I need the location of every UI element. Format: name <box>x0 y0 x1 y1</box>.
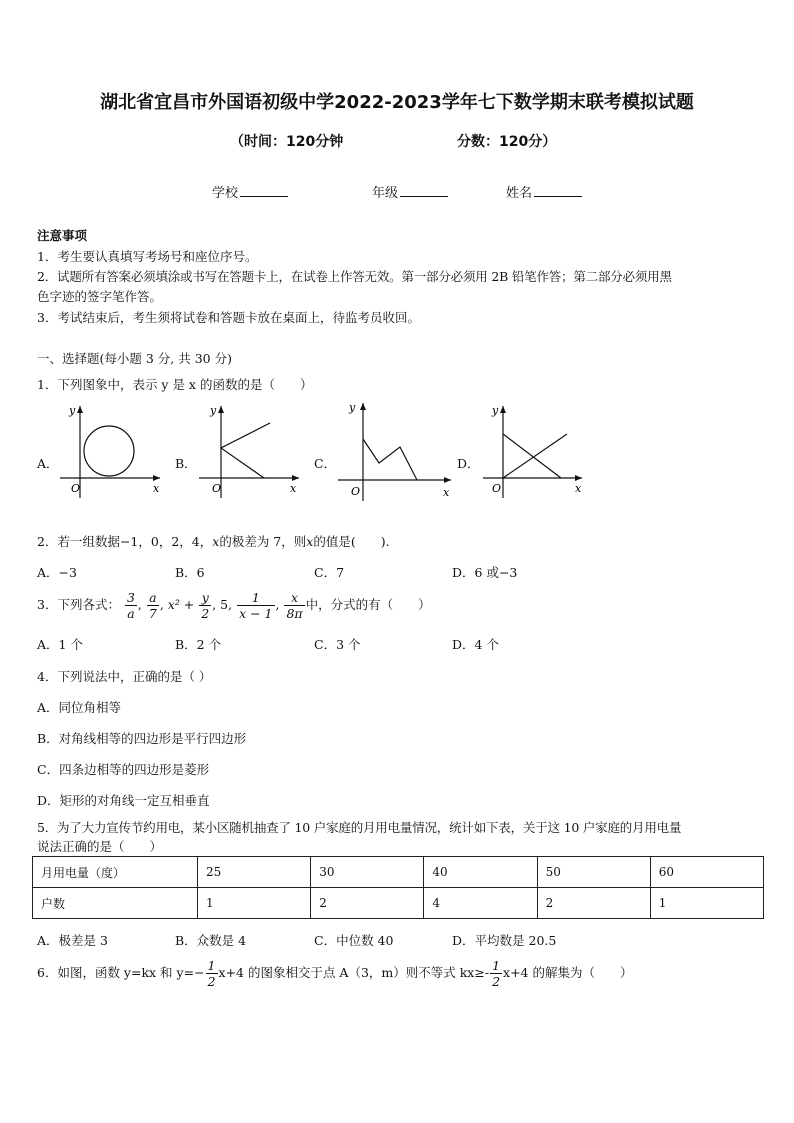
graph-d-crossing <box>478 400 593 500</box>
graph-a-x-label: x <box>153 482 160 495</box>
table-cell: 40 <box>424 857 537 888</box>
q3-option-a[interactable]: A．1 个 <box>37 637 83 652</box>
q4-option-b[interactable]: B．对角线相等的四边形是平行四边形 <box>37 731 247 746</box>
graph-a-origin: O <box>71 482 81 495</box>
q5-option-d[interactable]: D．平均数是 20.5 <box>452 933 557 948</box>
graph-b-x-label: x <box>290 482 297 495</box>
graph-d-y-label: y <box>492 404 499 417</box>
graph-d-origin: O <box>492 482 502 495</box>
q3-stem-pre: 3．下列各式： <box>37 597 120 612</box>
q3-fraction-a-over-7: $\frac{a}{7}$ <box>148 590 157 621</box>
exam-title: 湖北省宜昌市外国语初级中学2022-2023学年七下数学期末联考模拟试题 <box>100 92 694 113</box>
table-cell: 1 <box>650 888 763 919</box>
graph-c-origin: O <box>351 485 361 498</box>
q2-var-x: x <box>212 534 220 549</box>
note-1: 1．考生要认真填写考场号和座位序号。 <box>37 249 258 264</box>
table-cell: 60 <box>650 857 763 888</box>
q2-option-d[interactable]: D．6 或−3 <box>452 565 518 580</box>
q4-stem: 4．下列说法中，正确的是（ ） <box>37 669 212 684</box>
school-label: 学校 <box>212 186 239 201</box>
graph-c-zigzag <box>333 397 458 503</box>
note-2a: 2．试题所有答案必须填涂或书写在答题卡上，在试卷上作答无效。第一部分必须用 2B 铅笔作答；第二部分必须用黑 <box>37 269 672 284</box>
q6-stem <box>37 958 632 989</box>
school-blank[interactable] <box>240 184 288 197</box>
table-cell: 户数 <box>33 888 198 919</box>
table-cell: 月用电量（度） <box>33 857 198 888</box>
q2-stem <box>37 532 390 550</box>
q5-data-table <box>32 856 764 919</box>
table-cell: 2 <box>537 888 650 919</box>
q4-option-c[interactable]: C．四条边相等的四边形是菱形 <box>37 762 210 777</box>
table-row <box>33 857 764 888</box>
q2-stem-c: 的值是( ). <box>313 534 390 549</box>
q3-stem-post: 中，分式的有（ ） <box>305 597 431 612</box>
graph-b-origin: O <box>212 482 222 495</box>
graph-a-circle <box>55 400 170 500</box>
q2-stem-b: 的极差为 7，则 <box>219 534 307 549</box>
q4-option-a[interactable]: A．同位角相等 <box>37 700 122 715</box>
grade-label: 年级 <box>372 186 399 201</box>
q3-fraction-x-over-8pi: $\frac{x}{8\pi}$ <box>286 590 303 621</box>
name-label: 姓名 <box>506 186 533 201</box>
name-field[interactable] <box>506 182 582 201</box>
q5-stem-1: 5．为了大力宣传节约用电，某小区随机抽查了 10 户家庭的月用电量情况，统计如下表，关于这 10 户家庭的月用电量 <box>37 820 682 835</box>
note-2b: 色字迹的签字笔作答。 <box>37 289 163 304</box>
table-cell: 2 <box>311 888 424 919</box>
table-cell: 1 <box>198 888 311 919</box>
table-cell: 25 <box>198 857 311 888</box>
name-blank[interactable] <box>534 184 582 197</box>
q6-stem-mid: x+4 的图象相交于点 A（3，m）则不等式 kx≥- <box>218 965 490 980</box>
graph-c-y-label: y <box>349 401 356 414</box>
q1-option-a[interactable]: A． <box>37 456 59 471</box>
q5-stem-2: 说法正确的是（ ） <box>37 839 163 854</box>
q3-option-b[interactable]: B．2 个 <box>175 637 222 652</box>
table-cell: 30 <box>311 857 424 888</box>
graph-b-y-label: y <box>210 404 217 417</box>
q2-option-c[interactable]: C．7 <box>314 565 345 580</box>
q3-option-d[interactable]: D．4 个 <box>452 637 499 652</box>
exam-score: 分数：120分） <box>457 134 557 150</box>
q1-stem: 1．下列图象中，表示 y 是 x 的函数的是（ ） <box>37 377 313 392</box>
q2-option-a[interactable]: A．−3 <box>37 565 77 580</box>
graph-a-y-label: y <box>69 404 76 417</box>
q2-var-x-2: x <box>306 534 314 549</box>
q3-term-5: , 5, <box>212 597 233 612</box>
q3-fraction-3-over-a: $\frac{3}{a}$ <box>126 590 135 621</box>
q6-stem-post: x+4 的解集为（ ） <box>503 965 633 980</box>
exam-time: （时间：120分钟 <box>230 134 344 150</box>
q4-option-d[interactable]: D．矩形的对角线一定互相垂直 <box>37 793 210 808</box>
graph-d-x-label: x <box>575 482 582 495</box>
q3-stem: 3．下列各式： $\frac{3}{a}$ , $\frac{a}{7}$ , x² + $\frac{y}{2}$ , 5, $\frac{1}{x - 1}$ , $\frac{x}{8\pi}$ 中，分式的有（ ） <box>37 590 431 621</box>
q1-option-d[interactable]: D． <box>457 456 480 471</box>
grade-blank[interactable] <box>400 184 448 197</box>
q2-option-b[interactable]: B．6 <box>175 565 205 580</box>
table-cell: 4 <box>424 888 537 919</box>
table-row <box>33 888 764 919</box>
notes-heading: 注意事项 <box>37 228 88 243</box>
q1-option-c[interactable]: C． <box>314 456 337 471</box>
table-cell: 50 <box>537 857 650 888</box>
q6-fraction-half: $\frac{1}{2}$ <box>207 958 216 989</box>
note-3: 3．考试结束后，考生须将试卷和答题卡放在桌面上，待监考员收回。 <box>37 310 420 325</box>
q1-option-b[interactable]: B． <box>175 456 197 471</box>
section-heading: 一、选择题(每小题 3 分, 共 30 分) <box>37 351 232 366</box>
q5-option-c[interactable]: C．中位数 40 <box>314 933 394 948</box>
q6-stem-pre: 6．如图，函数 y=kx 和 y=− <box>37 965 205 980</box>
q5-option-b[interactable]: B．众数是 4 <box>175 933 247 948</box>
q3-fraction-y-over-2: $\frac{y}{2}$ <box>201 590 210 621</box>
graph-b-angle <box>194 400 309 500</box>
school-field[interactable] <box>212 182 288 201</box>
q3-fraction-1-over-x-1: $\frac{1}{x - 1}$ <box>239 590 273 621</box>
graph-c-x-label: x <box>443 486 450 499</box>
q3-term-x-squared: x² + <box>167 597 195 612</box>
grade-field[interactable] <box>372 182 448 201</box>
q5-option-a[interactable]: A．极差是 3 <box>37 933 108 948</box>
q3-option-c[interactable]: C．3 个 <box>314 637 361 652</box>
q6-fraction-half-2: $\frac{1}{2}$ <box>492 958 501 989</box>
q2-stem-a: 2．若一组数据−1，0，2，4， <box>37 534 213 549</box>
